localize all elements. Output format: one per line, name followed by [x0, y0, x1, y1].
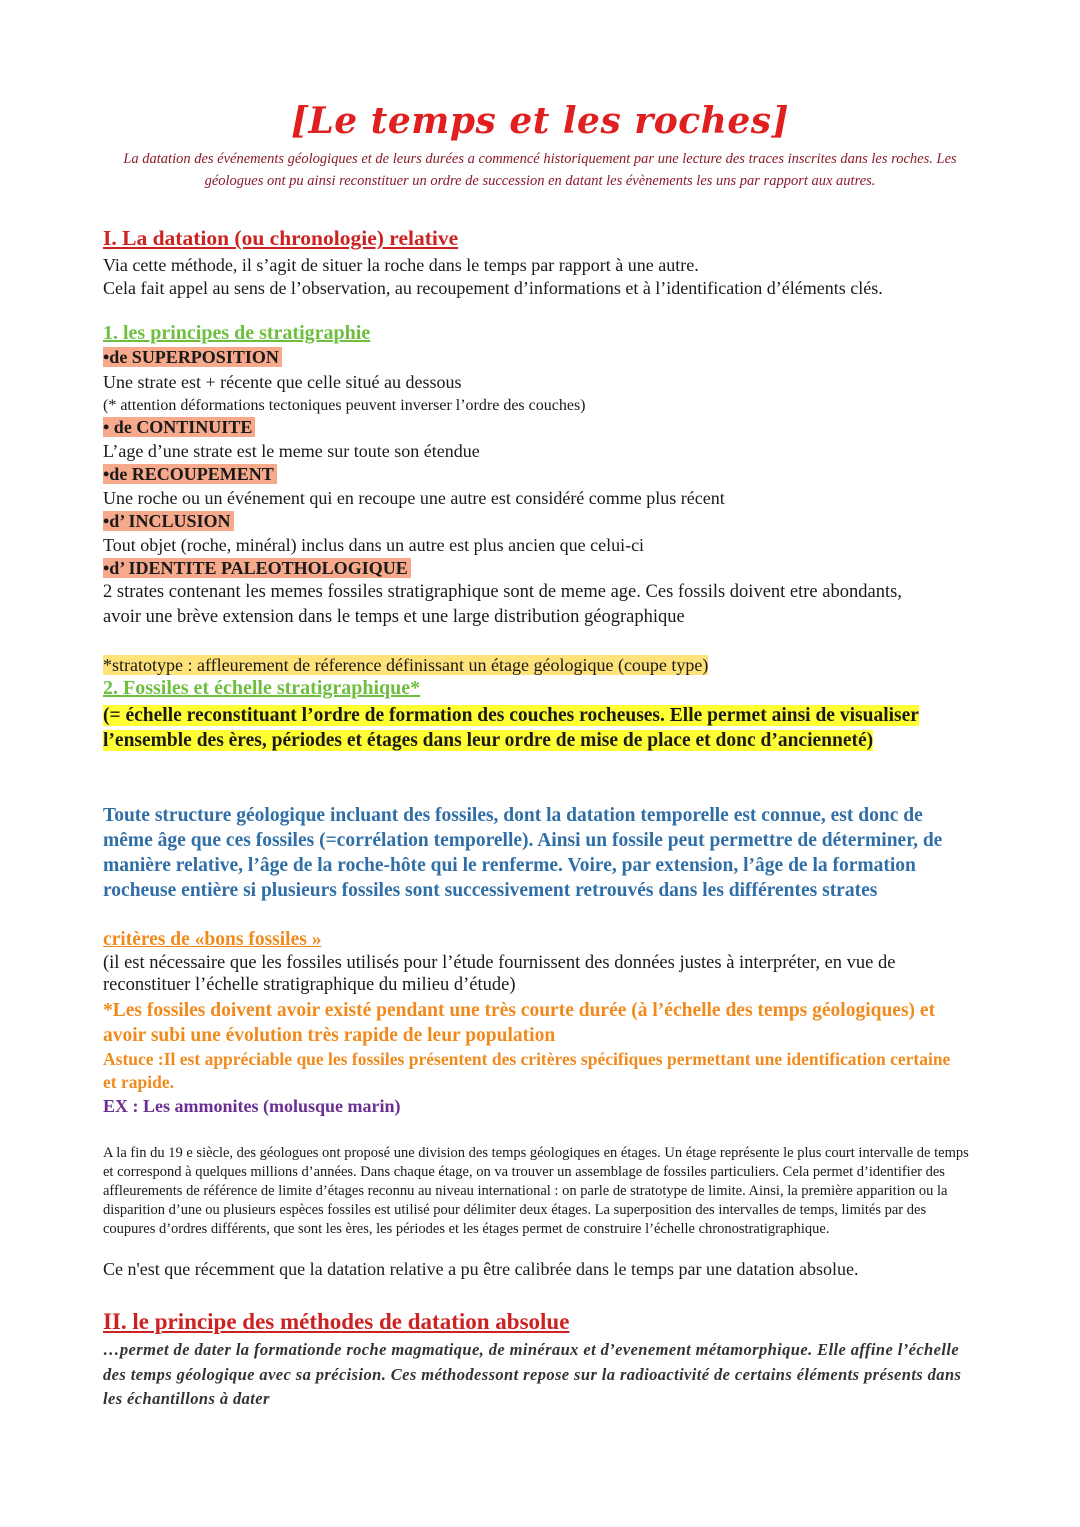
principle-continuite-label: • de CONTINUITE	[103, 415, 255, 439]
principle-recoupement-text: Une roche ou un événement qui en recoupe une autre est considéré comme plus récent	[103, 488, 725, 508]
section-1-heading: I. La datation (ou chronologie) relative	[103, 226, 459, 250]
good-fossils-criteria-heading: critères de «bons fossiles »	[103, 929, 322, 950]
principle-inclusion-label: •d’ INCLUSION	[103, 509, 234, 533]
fossils-correlation-paragraph: Toute structure géologique incluant des fossiles, dont la datation temporelle est connue, est donc de même âge que ces fossiles (=corrélation temporelle). Ainsi un fossile peut permettre de déterminer, de manière relative, l’âge de la roche-hôte qui le renferme. Voire, par extension, l’âge de la formation rocheuse entière si plusieurs fossiles sont successivement retrouvés dans les différentes strates	[103, 805, 943, 901]
principle-superposition-note: (* attention déformations tectoniques peuvent inverser l’ordre des couches)	[103, 397, 586, 414]
principle-continuite-text: L’age d’une strate est le meme sur toute son étendue	[103, 441, 480, 461]
stratigraphic-scale-definition: (= échelle reconstituant l’ordre de formation des couches rocheuses. Elle permet ainsi de visualiser l’ensemble des ères, périodes et étages dans leur ordre de mise de place et donc d’ancienneté)	[103, 705, 919, 751]
good-fossils-criteria-note: (il est nécessaire que les fossiles utilisés pour l’étude fournissent des données justes à interpréter, en vue de reconstituer l’échelle stratigraphique du milieu d’étude)	[103, 953, 896, 995]
principles-heading: 1. les principes de stratigraphie	[103, 322, 371, 344]
section-1-line-2: Cela fait appel au sens de l’observation, au recoupement d’informations et à l’identification d’éléments clés.	[103, 278, 883, 298]
stratotype-note: *stratotype : affleurement de réference définissant un étage géologique (coupe type)	[103, 655, 709, 675]
principle-superposition-text: Une strate est + récente que celle situé au dessous	[103, 372, 462, 392]
history-paragraph: A la fin du 19 e siècle, des géologues ont proposé une division des temps géologiques en étages. Un étage représente le plus court intervalle de temps et correspond à quelques millions d’années. Dans chaque étage, on va trouver un assemblage de fossiles particuliers. Cela permet d’identifier des affleurements de référence de limite d’étages reconnu au niveau international : on parle de stratotype de limite. Ainsi, la première apparition ou la disparition d’une ou plusieurs espèces fossiles est utilisé pour délimiter deux étages. La superposition des intervalles de temps, limités par des coupures d’ordres différents, que sont les ères, les périodes et les étages permet de construire l’échelle chronostratigraphique.	[103, 1145, 969, 1237]
principle-identite-label: •d’ IDENTITE PALEOTHOLOGIQUE	[103, 556, 411, 580]
section-2-heading: II. le principe des méthodes de datation absolue	[103, 1309, 570, 1334]
calibration-line: Ce n'est que récemment que la datation relative a pu être calibrée dans le temps par une datation absolue.	[103, 1259, 859, 1279]
principle-superposition-label: •de SUPERPOSITION	[103, 345, 282, 369]
fossils-heading: 2. Fossiles et échelle stratigraphique*	[103, 677, 421, 699]
principle-recoupement-label: •de RECOUPEMENT	[103, 462, 277, 486]
principle-identite-text: 2 strates contenant les memes fossiles stratigraphique sont de meme age. Ces fossils doivent etre abondants, avoir une brève extension dans le temps et une large distribution géographique	[103, 582, 902, 627]
fossil-example: EX : Les ammonites (molusque marin)	[103, 1096, 401, 1116]
section-2-text: …permet de dater la formationde roche magmatique, de minéraux et d’evenement métamorphique. Elle affine l’échelle des temps géologique avec sa précision. Ces méthodessont repose sur la radioactivité de certains éléments présents dans les échantillons à dater	[103, 1340, 962, 1408]
section-1-line-1: Via cette méthode, il s’agit de situer la roche dans le temps par rapport à une autre.	[103, 255, 699, 275]
principle-inclusion-text: Tout objet (roche, minéral) inclus dans un autre est plus ancien que celui-ci	[103, 535, 645, 555]
good-fossils-tip: Astuce :Il est appréciable que les fossiles présentent des critères spécifiques permettant une identification certaine et rapide.	[103, 1049, 951, 1092]
intro-paragraph: La datation des événements géologiques et de leurs durées a commencé historiquement par une lecture des traces inscrites dans les roches. Les géologues ont pu ainsi reconstituer un ordre de succession en datant les évènements les uns par rapport aux autres.	[123, 151, 957, 189]
good-fossils-criteria-main: *Les fossiles doivent avoir existé pendant une très courte durée (à l’échelle des temps géologiques) et avoir subi une évolution très rapide de leur population	[103, 1000, 936, 1046]
page-title: [Le temps et les roches]	[290, 100, 790, 142]
